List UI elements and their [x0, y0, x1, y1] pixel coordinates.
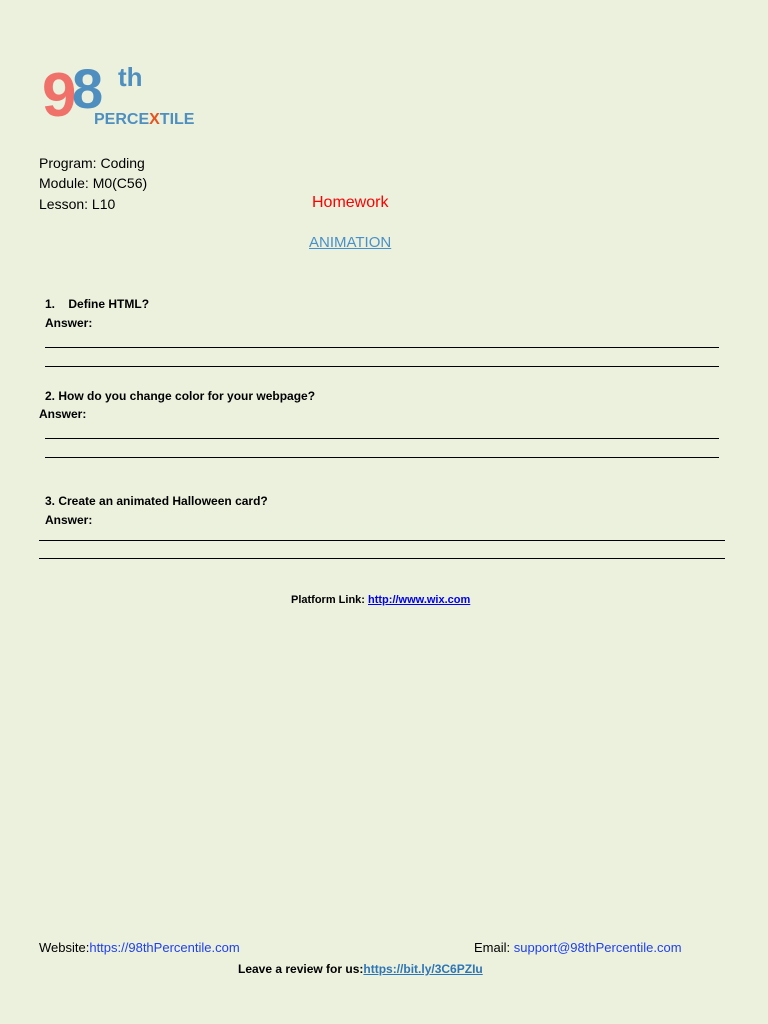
answer-line[interactable] — [39, 558, 725, 559]
98th-percentile-logo — [42, 58, 202, 142]
review-row — [238, 962, 483, 976]
platform-link[interactable]: http://www.wix.com — [368, 594, 471, 606]
website-link[interactable]: https://98thPercentile.com — [89, 940, 240, 955]
logo-word: PERCEXTILE — [94, 111, 195, 128]
website-row — [39, 940, 240, 955]
homework-title: Homework — [312, 194, 389, 211]
question-1-number: 1. — [45, 297, 56, 311]
review-link[interactable]: https://bit.ly/3C6PZIu — [363, 962, 483, 976]
email-row — [474, 940, 682, 955]
review-label: Leave a review for us: — [238, 962, 364, 976]
platform-link-row — [291, 594, 470, 606]
answer-label-1: Answer: — [45, 316, 93, 330]
module-line: Module: M0(C56) — [39, 175, 148, 191]
email-label: Email: — [474, 940, 514, 955]
answer-line[interactable] — [39, 540, 725, 541]
website-label: Website: — [39, 940, 90, 955]
question-3: 3. Create an animated Halloween card? — [45, 494, 268, 508]
platform-label: Platform Link: — [291, 594, 369, 606]
lesson-line: Lesson: L10 — [39, 196, 116, 212]
logo-suffix: th — [118, 62, 143, 92]
answer-line[interactable] — [45, 438, 719, 439]
topic-title: ANIMATION — [309, 234, 392, 251]
logo-number-eight: 8 — [72, 58, 104, 120]
question-1 — [45, 297, 149, 311]
question-2: 2. How do you change color for your webpage? — [45, 389, 316, 403]
answer-line[interactable] — [45, 366, 719, 367]
logo-number: 9 — [42, 61, 77, 130]
answer-line[interactable] — [45, 457, 719, 458]
email-link[interactable]: support@98thPercentile.com — [513, 940, 682, 955]
answer-label-3: Answer: — [45, 513, 93, 527]
answer-label-2: Answer: — [39, 407, 87, 421]
answer-line[interactable] — [45, 347, 719, 348]
program-line: Program: Coding — [39, 155, 145, 171]
question-1-text: Define HTML? — [68, 297, 150, 311]
